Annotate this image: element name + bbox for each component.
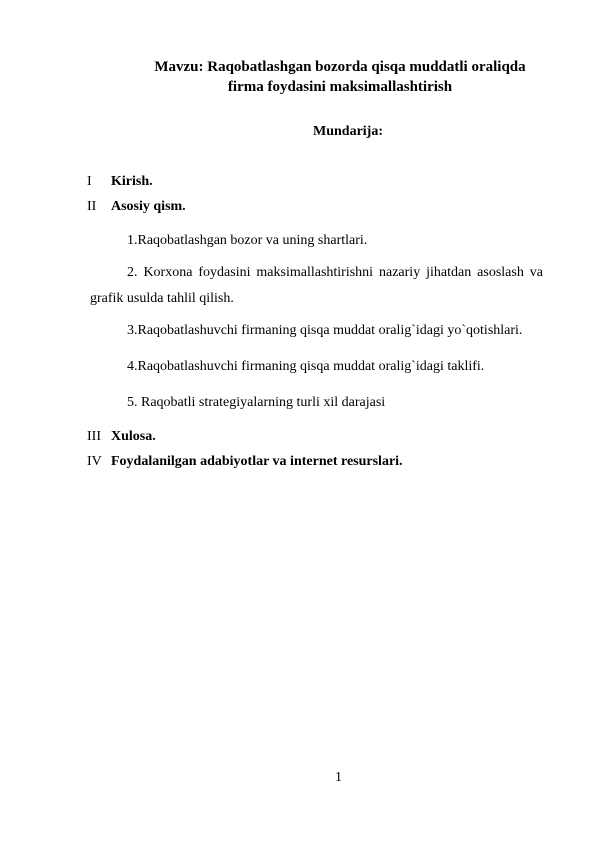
document-title-line-2: firma foydasini maksimallashtirish — [227, 79, 453, 95]
subsection-item: 2. Korxona foydasini maksimallashtirishni nazariy jihatdan asoslash va — [127, 265, 543, 280]
contents-heading: Mundarija: — [313, 124, 383, 139]
section-label: Foydalanilgan adabiyotlar va internet resurslari. — [111, 454, 403, 469]
subsection-item: 3.Raqobatlashuvchi firmaning qisqa muddat oralig`idagi yo`qotishlari. — [127, 323, 523, 338]
page-number: 1 — [335, 770, 342, 785]
document-title-line-1: Mavzu: Raqobatlashgan bozorda qisqa muddatli oraliqda — [154, 59, 526, 75]
subsection-item-continuation: grafik usulda tahlil qilish. — [90, 291, 234, 306]
section-label: Kirish. — [111, 174, 153, 189]
section-numeral: I — [87, 174, 92, 189]
section-numeral: IV — [87, 454, 102, 469]
subsection-item: 1.Raqobatlashgan bozor va uning shartlari. — [127, 233, 368, 248]
section-numeral: III — [87, 429, 101, 444]
section-label: Asosiy qism. — [111, 199, 186, 214]
subsection-item: 5. Raqobatli strategiyalarning turli xil darajasi — [127, 395, 386, 410]
section-numeral: II — [87, 199, 97, 214]
section-label: Xulosa. — [111, 429, 156, 444]
subsection-item: 4.Raqobatlashuvchi firmaning qisqa muddat oralig`idagi taklifi. — [127, 359, 485, 374]
